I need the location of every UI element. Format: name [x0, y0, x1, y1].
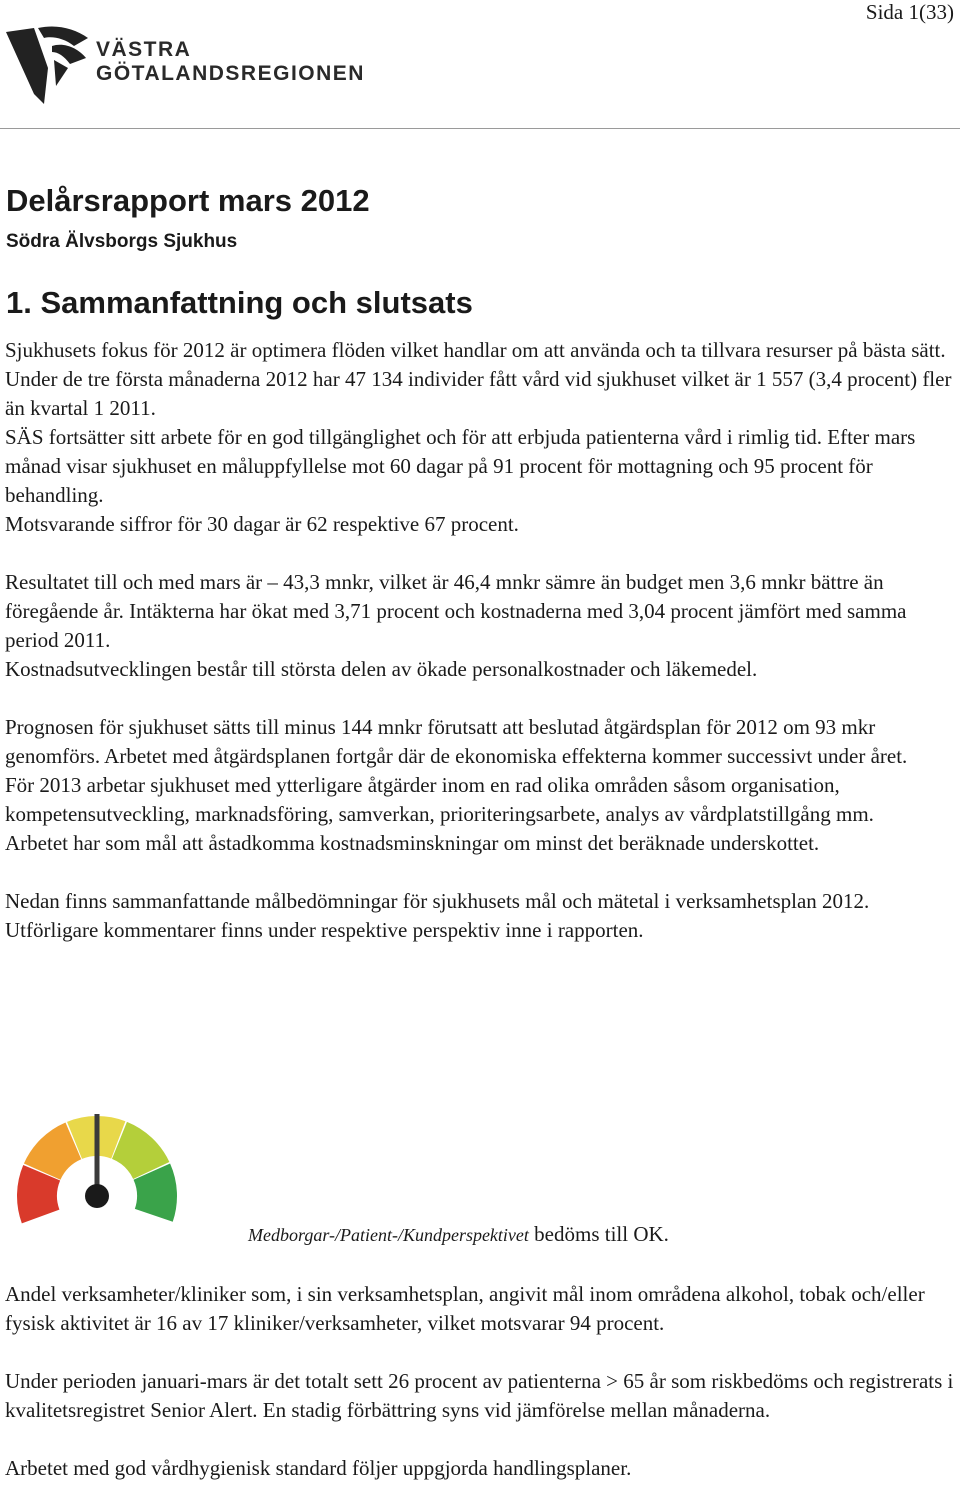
- perspective-body: [5, 1280, 960, 1483]
- perspective-gauge: [12, 1114, 182, 1238]
- paragraph: Arbetet har som mål att åstadkomma kostnadsminskningar om minst det beräknade underskottet.: [5, 831, 820, 855]
- paragraph: Nedan finns sammanfattande målbedömningar för sjukhusets mål och mätetal i verksamhetsplan 2012. Utförligare kommentarer finns under respektive perspektiv inne i rapporten.: [5, 889, 870, 942]
- paragraph-gap: [5, 1425, 960, 1454]
- paragraph-gap: [5, 684, 960, 713]
- logo-line-2: GÖTALANDSREGIONEN: [96, 62, 365, 85]
- paragraph: Andel verksamheter/kliniker som, i sin verksamhetsplan, angivit mål inom områdena alkohol, tobak och/eller fysisk aktivitet är 16 av 17 kliniker/verksamheter, vilket motsvarar 94 procent.: [5, 1282, 925, 1335]
- perspective-name: Medborgar-/Patient-/Kundperspektivet: [248, 1225, 529, 1245]
- paragraph: Prognosen för sjukhuset sätts till minus 144 mnkr förutsatt att beslutad åtgärdsplan för 2012 om 93 mkr genomförs. Arbetet med åtgärdsplanen fortgår där de ekonomiska effekterna kommer successivt under året.: [5, 715, 908, 768]
- vastra-gotalandsregionen-logo: [4, 24, 389, 110]
- paragraph-gap: [5, 858, 960, 887]
- paragraph: Sjukhusets fokus för 2012 är optimera flöden vilket handlar om att använda och ta tillvara resurser på bästa sätt.: [5, 338, 946, 362]
- paragraph: Kostnadsutvecklingen består till största delen av ökade personalkostnader och läkemedel.: [5, 657, 758, 681]
- document-title: Delårsrapport mars 2012: [6, 183, 370, 218]
- paragraph: SÄS fortsätter sitt arbete för en god tillgänglighet och för att erbjuda patienterna vård i rimlig tid. Efter mars månad visar sjukhuset en måluppfyllelse mot 60 dagar på 91 procent för mottagning och 95 procent för behandling.: [5, 425, 916, 507]
- gauge-caption: [248, 1222, 669, 1247]
- header-divider: [0, 128, 960, 129]
- logo-line-1: VÄSTRA: [96, 38, 192, 61]
- paragraph-gap: [5, 539, 960, 568]
- gauge-hub: [85, 1184, 109, 1208]
- paragraph: Under de tre första månaderna 2012 har 47 134 individer fått vård vid sjukhuset vilket är 1 557 (3,4 procent) fler än kvartal 1 2011.: [5, 367, 952, 420]
- summary-body: [5, 336, 960, 945]
- paragraph-gap: [5, 1338, 960, 1367]
- paragraph: Motsvarande siffror för 30 dagar är 62 respektive 67 procent.: [5, 512, 519, 536]
- page-number: Sida 1(33): [865, 0, 954, 24]
- perspective-rating: bedöms till OK.: [528, 1222, 669, 1246]
- logo-emblem-icon: [4, 24, 96, 110]
- document-subtitle: Södra Älvsborgs Sjukhus: [6, 231, 238, 252]
- section-heading: 1. Sammanfattning och slutsats: [6, 285, 473, 320]
- paragraph: Under perioden januari-mars är det totalt sett 26 procent av patienterna > 65 år som riskbedöms och registrerats i kvalitetsregistret Senior Alert. En stadig förbättring syns vid jämförelse mellan månaderna.: [5, 1369, 954, 1422]
- paragraph: För 2013 arbetar sjukhuset med ytterligare åtgärder inom en rad olika områden såsom organisation, kompetensutveckling, marknadsföring, samverkan, prioriteringsarbete, analys av vårdplatstillgång mm.: [5, 773, 874, 826]
- paragraph: Resultatet till och med mars är – 43,3 mnkr, vilket är 46,4 mnkr sämre än budget men 3,6 mnkr bättre än föregående år. Intäkterna har ökat med 3,71 procent och kostnaderna med 3,04 procent jämfört med samma period 2011.: [5, 570, 907, 652]
- logo-wordmark: [96, 38, 365, 86]
- paragraph: Arbetet med god vårdhygienisk standard följer uppgjorda handlingsplaner.: [5, 1456, 632, 1480]
- gauge-dial-icon: [12, 1114, 182, 1238]
